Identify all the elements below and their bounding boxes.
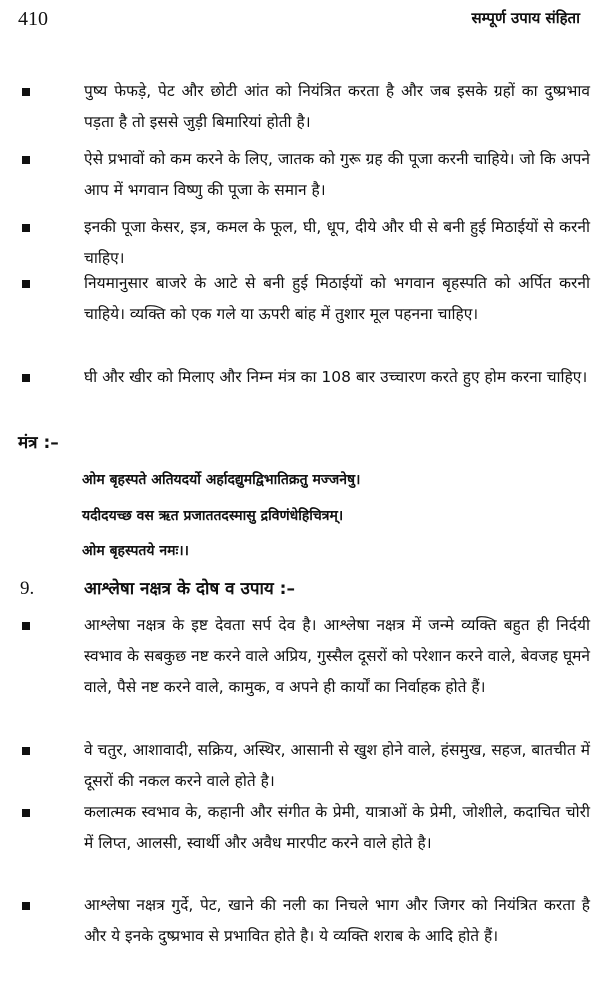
bullet-square-icon (22, 622, 30, 630)
bullet-square-icon (22, 156, 30, 164)
list-item-text: आश्लेषा नक्षत्र के इष्ट देवता सर्प देव है। आश्लेषा नक्षत्र में जन्मे व्यक्ति बहुत ही निर्दयी स्वभाव के सबकुछ नष्ट करने वाले अप्रिय, गुस्सैल दूसरों को परेशान करने वाले, बेवजह घूमने वाले, पैसे नष्ट करने वाले, कामुक, व अपने ही कार्यों का निर्वाहक होते हैं। (84, 616, 590, 696)
bullet-square-icon (22, 809, 30, 817)
bullet-square-icon (22, 902, 30, 910)
list-item-text: कलात्मक स्वभाव के, कहानी और संगीत के प्रेमी, यात्राओं के प्रेमी, जोशीले, कदाचित चोरी में लिप्त, आलसी, स्वार्थी और अवैध मारपीट करने वाले होते है। (84, 803, 590, 852)
bullet-square-icon (22, 280, 30, 288)
list-item-text: घी और खीर को मिलाए और निम्न मंत्र का 108 बार उच्चारण करते हुए होम करना चाहिए। (84, 368, 588, 386)
bullet-square-icon (22, 88, 30, 96)
list-item-text: पुष्य फेफड़े, पेट और छोटी आंत को नियंत्रित करता है और जब इसके ग्रहों का दुष्प्रभाव पड़ता है तो इससे जुड़ी बिमारियां होती है। (84, 82, 590, 131)
mantra-heading: मंत्र :– (18, 433, 59, 453)
bullet-square-icon (22, 747, 30, 755)
bullet-square-icon (22, 374, 30, 382)
bullet-square-icon (22, 224, 30, 232)
list-item (22, 144, 590, 206)
mantra-line: ओम बृहस्पतये नमः।। (82, 543, 189, 559)
list-item (22, 797, 590, 859)
list-item-text: ऐसे प्रभावों को कम करने के लिए, जातक को गुरू ग्रह की पूजा करनी चाहिये। जो कि अपने आप में भगवान विष्णु की पूजा के समान है। (84, 150, 590, 199)
mantra-line: ओम बृहस्पते अतियदर्यो अर्हादद्युमद्विभातिक्रतु मज्जनेषु। (82, 472, 361, 488)
section-number: 9. (20, 578, 35, 599)
list-item (22, 362, 588, 393)
list-item-text: वे चतुर, आशावादी, सक्रिय, अस्थिर, आसानी से खुश होने वाले, हंसमुख, सहज, बातचीत में दूसरों की नकल करने वाले होते है। (84, 741, 590, 790)
list-item (22, 268, 590, 330)
list-item (22, 735, 590, 797)
list-item-text: आश्लेषा नक्षत्र गुर्दे, पेट, खाने की नली का निचले भाग और जिगर को नियंत्रित करता है और ये इनके दुष्प्रभाव से प्रभावित होते है। ये व्यक्ति शराब के आदि होते हैं। (84, 896, 590, 945)
page-header (18, 8, 580, 44)
list-item-text: इनकी पूजा केसर, इत्र, कमल के फूल, घी, धूप, दीये और घी से बनी हुई मिठाईयों से करनी चाहिए। (84, 218, 590, 267)
page-number: 410 (18, 8, 48, 30)
running-title: सम्पूर्ण उपाय संहिता (471, 9, 580, 27)
mantra-line: यदीदयच्छ वस ऋत प्रजाततदस्मासु द्रविणंधेहिचित्रम्। (82, 508, 344, 524)
list-item-text: नियमानुसार बाजरे के आटे से बनी हुई मिठाईयों को भगवान बृहस्पति को अर्पित करनी चाहिये। व्यक्ति को एक गले या ऊपरी बांह में तुशार मूल पहनना चाहिए। (84, 274, 590, 323)
list-item (22, 212, 590, 274)
list-item (22, 890, 590, 952)
list-item (22, 76, 590, 138)
section-title: आश्लेषा नक्षत्र के दोष व उपाय :– (84, 579, 295, 599)
list-item (22, 610, 590, 703)
